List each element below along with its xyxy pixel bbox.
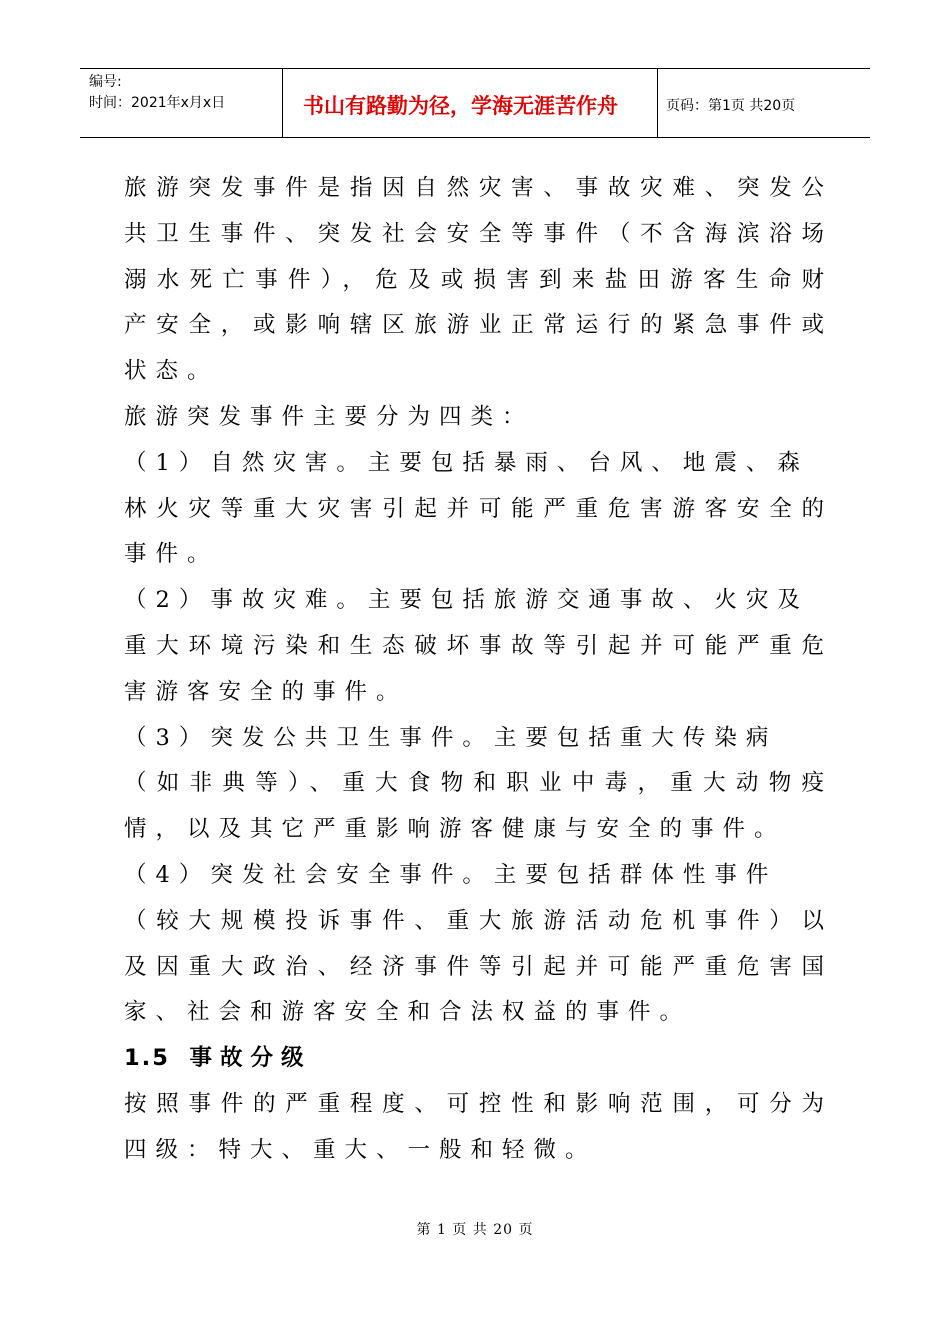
text-line: 旅游突发事件主要分为四类：	[124, 403, 534, 430]
text-line: 按照事件的严重程度、可控性和影响范围，可分为	[124, 1090, 824, 1117]
paragraph-social-security	[124, 853, 824, 1036]
document-date: 时间：2021年x月x日	[89, 95, 226, 111]
text-line: 状态。	[124, 358, 219, 385]
paragraph-natural-disaster	[124, 441, 824, 578]
section-title: 事故分级	[189, 1045, 312, 1072]
document-header	[80, 68, 870, 138]
text-line: （3）突发公共卫生事件。主要包括重大传染病	[124, 724, 778, 751]
section-heading	[124, 1036, 824, 1082]
text-line: 溺水死亡事件），危及或损害到来盐田游客生命财	[124, 266, 824, 293]
paragraph-severity-levels	[124, 1082, 824, 1174]
text-line: 旅游突发事件是指因自然灾害、事故灾难、突发公	[124, 175, 824, 201]
paragraph-accident-disaster	[124, 578, 824, 715]
text-line: 事件。	[124, 541, 219, 568]
header-motto: 书山有路勤为径，学海无涯苦作舟	[283, 69, 658, 137]
section-number: 1.5	[124, 1045, 170, 1072]
text-line: 产安全，或影响辖区旅游业正常运行的紧急事件或	[124, 312, 824, 339]
page-footer: 第 1 页 共 20 页	[416, 1222, 534, 1238]
text-line: （1）自然灾害。主要包括暴雨、台风、地震、森	[124, 449, 809, 476]
text-line: 林火灾等重大灾害引起并可能严重危害游客安全的	[124, 495, 824, 522]
text-line: 重大环境污染和生态破坏事故等引起并可能严重危	[124, 632, 824, 659]
text-line: （如非典等）、重大食物和职业中毒，重大动物疫	[124, 770, 824, 797]
text-line: （2）事故灾难。主要包括旅游交通事故、火灾及	[124, 587, 809, 614]
text-line: 害游客安全的事件。	[124, 678, 408, 705]
text-line: 情，以及其它严重影响游客健康与安全的事件。	[124, 816, 786, 843]
paragraph-public-health	[124, 716, 824, 853]
text-line: 共卫生事件、突发社会安全等事件（不含海滨浴场	[124, 220, 824, 247]
text-line: 及因重大政治、经济事件等引起并可能严重危害国	[124, 953, 824, 980]
document-body	[124, 166, 824, 1174]
text-line: 家、社会和游客安全和合法权益的事件。	[124, 999, 692, 1026]
text-line: 四级：特大、重大、一般和轻微。	[124, 1136, 597, 1163]
document-number-label: 编号:	[89, 74, 122, 90]
paragraph-categories-intro	[124, 395, 824, 441]
text-line: （较大规模投诉事件、重大旅游活动危机事件）以	[124, 907, 824, 934]
header-page-info: 页码：第1页 共20页	[666, 98, 796, 114]
text-line: （4）突发社会安全事件。主要包括群体性事件	[124, 861, 778, 888]
header-meta	[80, 69, 283, 137]
paragraph-definition	[124, 166, 824, 395]
